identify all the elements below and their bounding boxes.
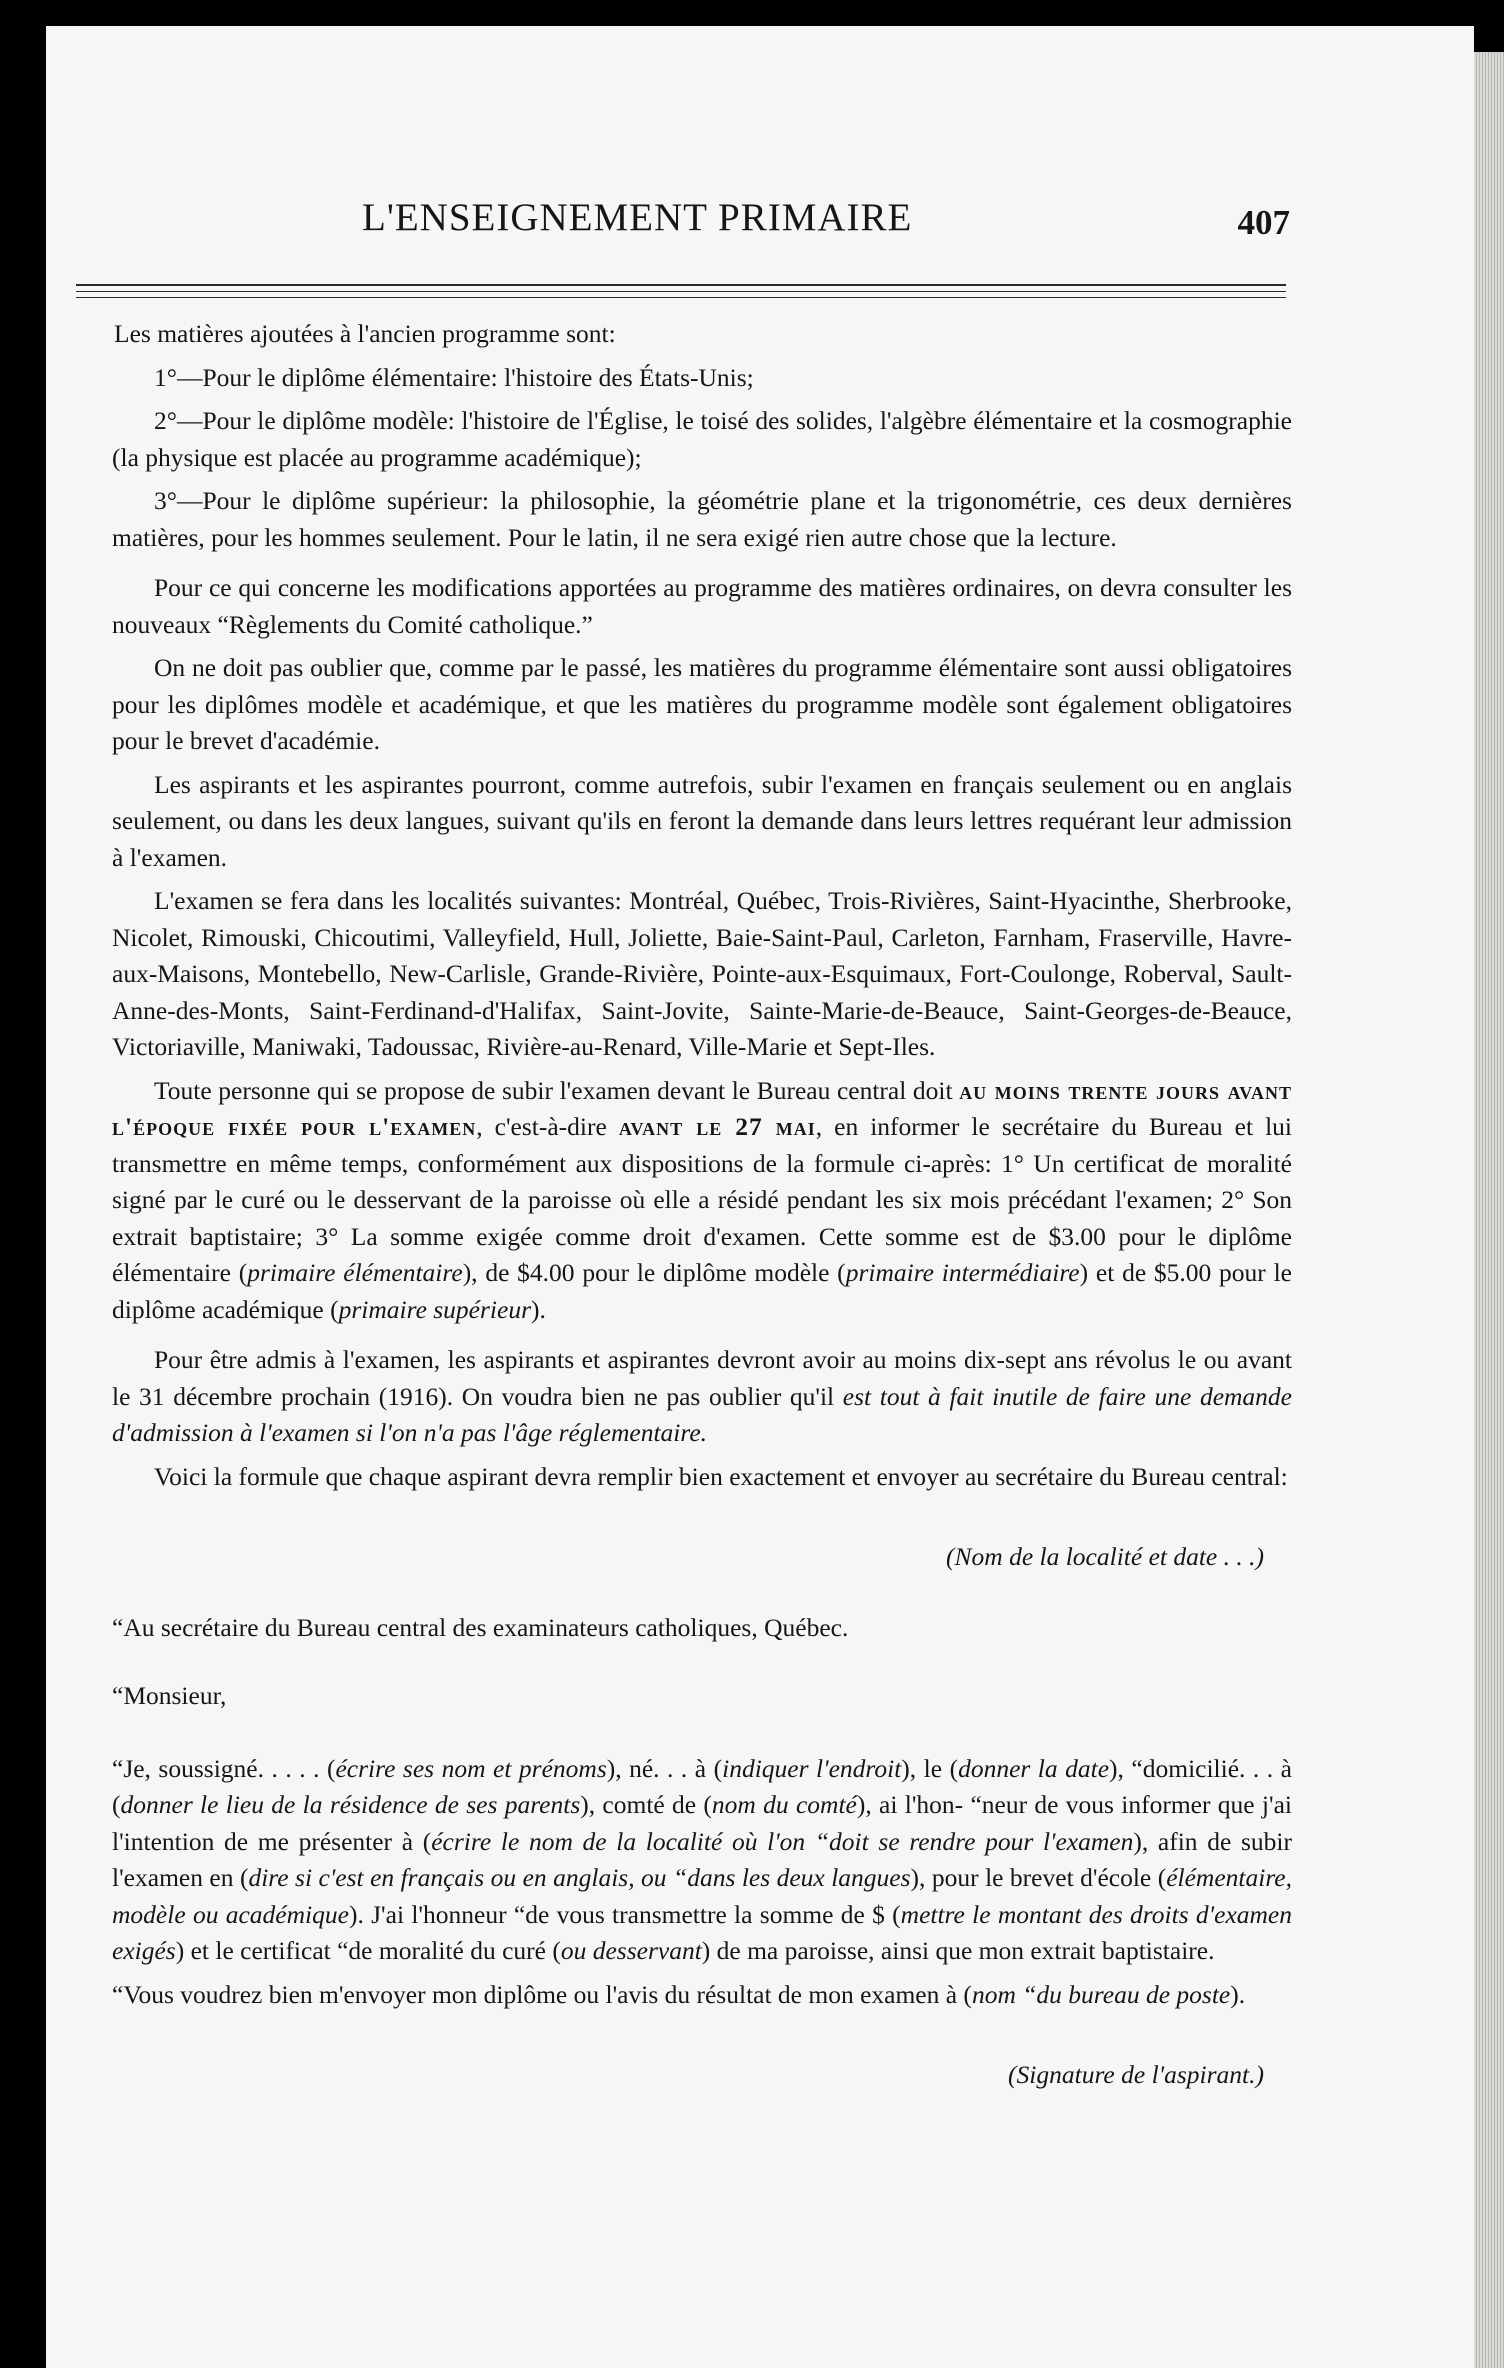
form-address: “Au secrétaire du Bureau central des examinateurs catholiques, Québec. [112,1612,849,1642]
paragraph: On ne doit pas oublier que, comme par le passé, les matières du programme élémentaire sont aussi obligatoires pour les diplômes modèle et académique, et que les matières du programme modèle sont également obligatoires pour le brevet d'académie. [112,653,1292,755]
form-letter-paragraph [112,1977,1292,2014]
text-run-italic: primaire élémentaire [247,1258,463,1287]
header-rule [76,297,1286,298]
running-head [112,181,1290,241]
text-run: ). [1230,1979,1246,2009]
text-run-italic: est tout à fait inutile de faire une demande d'admission à l'examen si l'on n'a pas l'âge réglementaire. [112,1381,1292,1447]
paragraph [112,1073,1292,1329]
paragraph: 1°—Pour le diplôme élémentaire: l'histoire des États-Unis; [154,362,754,392]
text-run-italic: écrire ses nom et prénoms [335,1753,607,1783]
text-run: ). J'ai l'honneur “de vous transmettre la somme de $ ( [348,1899,901,1929]
paragraph: L'examen se fera dans les localités suivantes: Montréal, Québec, Trois-Rivières, Saint-Hyacinthe, Sherbrooke, Nicolet, Rimouski, Chicoutimi, Valleyfield, Hull, Joliette, Baie-Saint-Paul, Carleton, Farnham, Fraserville, Havre-aux-Maisons, Montebello, New-Carlisle, Grande-Rivière, Pointe-aux-Esquimaux, Fort-Coulonge, Roberval, Sault-Anne-des-Monts, Saint-Ferdinand-d'Halifax, Saint-Jovite, Sainte-Marie-de-Beauce, Saint-Georges-de-Beauce, Victoriaville, Maniwaki, Tadoussac, Rivière-au-Renard, Ville-Marie et Sept-Iles. [112,886,1292,1061]
text-run: ), comté de ( [580,1790,712,1819]
text-run-smallcaps: avant le 27 mai [618,1112,816,1141]
text-run-italic: écrire le nom de la localité où l'on “doit se rendre pour l'examen [431,1826,1134,1856]
text-run: “Vous voudrez bien m'envoyer mon diplôme ou l'avis du résultat de mon examen à ( [112,1979,972,2009]
body-text [112,316,1292,2101]
text-run-italic: primaire supérieur [338,1294,531,1324]
text-run-italic: donner le lieu de la résidence de ses parents [120,1790,581,1819]
text-run-italic: dire si c'est en français ou en anglais, ou “dans les deux langues [248,1863,911,1892]
form-place-date: (Nom de la localité et date . . .) [946,1542,1264,1571]
paragraph [112,1342,1292,1452]
page-number: 407 [1237,203,1290,242]
paragraph: Pour ce qui concerne les modifications apportées au programme des matières ordinaires, on devra consulter les nouveaux “Règlements du Comité catholique.” [112,573,1292,639]
text-run: ), de $4.00 pour le diplôme modèle ( [462,1258,846,1287]
text-run: ), ai l'hon- “neur de vous informer que j'ai l'intention de me présenter à ( [112,1790,1292,1856]
text-run: Pour être admis à l'examen, les aspirants et aspirantes devront avoir au moins dix-sept ans révolus le ou avant le 31 décembre prochain (1916). On voudra bien ne pas oublier qu'il [112,1345,1292,1411]
text-run: ) de ma paroisse, ainsi que mon extrait baptistaire. [701,1936,1215,1965]
text-run-italic: indiquer l'endroit [722,1753,902,1783]
text-run: ), le ( [901,1753,959,1783]
text-run: , c'est-à-dire [476,1112,619,1141]
text-run: “Je, soussigné. . . . . ( [112,1753,336,1783]
text-run-smallcaps: au moins trente jours avant l'époque fixée pour l'examen [112,1075,1292,1141]
text-run: ), pour le brevet d'école ( [910,1863,1167,1892]
form-signature: (Signature de l'aspirant.) [1008,2060,1264,2089]
form-letter-paragraph [112,1751,1292,1970]
text-run: ) et le certificat “de moralité du curé ( [175,1936,561,1965]
paragraph: Les aspirants et les aspirantes pourront, comme autrefois, subir l'examen en français seulement ou en anglais seulement, ou dans les deux langues, suivant qu'ils en feront la demande dans leurs lettres requérant leur admission à l'examen. [112,769,1292,872]
text-run-italic: élémentaire, modèle ou académique [112,1863,1292,1929]
text-run-italic: primaire intermédiaire [845,1258,1080,1287]
text-run: ), afin de subir l'examen en ( [112,1826,1292,1892]
paragraph: Les matières ajoutées à l'ancien programme sont: [114,319,616,348]
text-run: ) et de $5.00 pour le diplôme académique ( [112,1258,1292,1324]
text-run-italic: ou desservant [560,1936,702,1965]
header-rule [76,291,1286,292]
text-run-italic: nom “du bureau de poste [971,1979,1231,2009]
form-salutation: “Monsieur, [112,1681,227,1710]
text-run: , en informer le secrétaire du Bureau et lui transmettre en même temps, conformément aux dispositions de la formule ci-après: 1° Un certificat de moralité signé par le curé ou le desservant de la paroisse où elle a résidé pendant les six mois précédant l'examen; 2° Son extrait baptistaire; 3° La somme exigée comme droit d'examen. Cette somme est de $3.00 pour le diplôme élémentaire ( [112,1112,1293,1287]
text-run: ), né. . . à ( [606,1753,723,1783]
text-run: Toute personne qui se propose de subir l'examen devant le Bureau central doit [154,1075,960,1105]
book-page-edge [1474,52,1504,2368]
scanned-page [46,26,1474,2368]
text-run-italic: donner la date [958,1753,1110,1783]
running-title: L'ENSEIGNEMENT PRIMAIRE [362,196,913,239]
paragraph: 3°—Pour le diplôme supérieur: la philosophie, la géométrie plane et la trigonométrie, ces deux dernières matières, pour les hommes seulement. Pour le latin, il ne sera exigé rien autre chose que la lecture. [112,486,1292,552]
header-rule [76,284,1286,286]
text-run-italic: nom du comté [711,1790,857,1819]
text-run: ), “domicilié. . . à ( [112,1753,1292,1819]
text-run-italic: mettre le montant des droits d'examen exigés [112,1899,1292,1965]
text-run: ). [531,1294,546,1324]
paragraph: 2°—Pour le diplôme modèle: l'histoire de l'Église, le toisé des solides, l'algèbre élémentaire et la cosmographie (la physique est placée au programme académique); [112,406,1292,472]
paragraph: Voici la formule que chaque aspirant devra remplir bien exactement et envoyer au secrétaire du Bureau central: [154,1461,1288,1491]
